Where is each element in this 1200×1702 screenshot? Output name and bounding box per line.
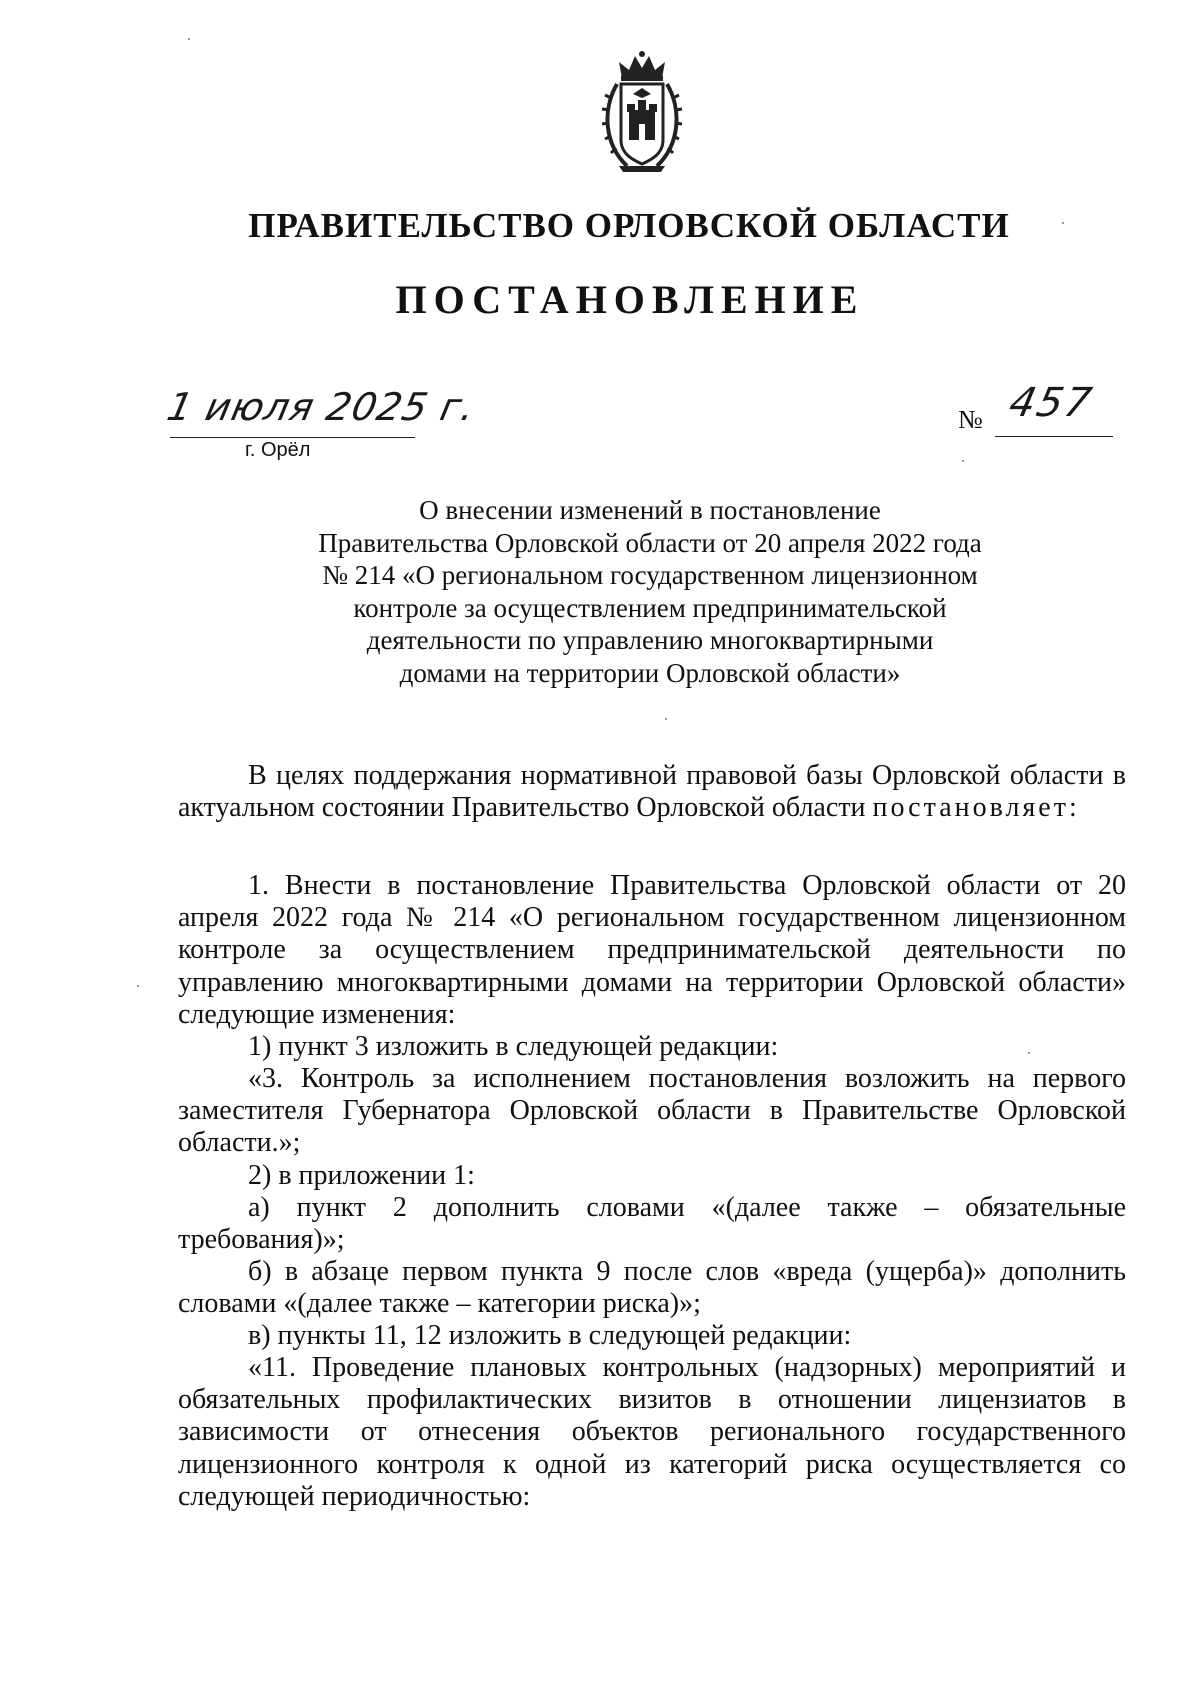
subject-line: Правительства Орловской области от 20 апреля 2022 года [318,527,982,558]
coat-of-arms-emblem [597,48,687,176]
subject-line: О внесении изменений в постановление [419,495,881,525]
item-1-block [178,870,1126,1031]
number-sign: № [958,405,983,434]
preamble-verb: постановляет [872,792,1069,824]
item-1-2-block [178,1160,1126,1192]
scan-speck [1028,1052,1030,1054]
city-label: г. Орёл [245,439,311,461]
document-subject [200,494,1100,689]
item-1-1-paragraph: 1) пункт 3 изложить в следующей редакции: [248,1031,779,1062]
item-1-1-text-paragraph: «3. Контроль за исполнением постановления возложить на первого заместителя Губернатора Орловской области в Правительстве Орловской области.»; [178,1063,1126,1159]
item-1-1-text-block [178,1063,1126,1160]
subject-line: деятельности по управлению многоквартирными [366,625,934,655]
scan-speck [962,460,964,462]
scan-speck [1062,222,1064,224]
preamble-paragraph [178,760,1126,824]
item-1-2a-block [178,1192,1126,1256]
preamble-text: В целях поддержания нормативной правовой базы Орловской области в актуальном состоянии Правительство Орловской области [178,760,1126,824]
item-1-2v-block [178,1320,1126,1352]
subject-line: домами на территории Орловской области» [399,657,901,688]
scan-speck [137,985,139,987]
handwritten-number: 457 [1005,380,1098,426]
item-1-2b-paragraph: б) в абзаце первом пункта 9 после слов «вреда (ущерба)» дополнить словами «(далее также – категории риска)»; [178,1256,1126,1320]
item-11-block [178,1352,1126,1513]
preamble-block [178,760,1126,824]
preamble-colon: : [1068,792,1077,824]
number-underline [995,436,1113,437]
item-1-2a-paragraph: а) пункт 2 дополнить словами «(далее также – обязательные требования)»; [178,1192,1126,1256]
document-type-title: ПОСТАНОВЛЕНИЕ [395,277,865,322]
item-1-paragraph: 1. Внести в постановление Правительства Орловской области от 20 апреля 2022 года № 214 «О региональном государственном лицензионном контроле за осуществлением предпринимательской деятельности по управлению многоквартирными домами на территории Орловской области» следующие изменения: [178,870,1126,1030]
scan-speck [188,38,190,40]
item-1-2-paragraph: 2) в приложении 1: [248,1160,475,1191]
item-1-1-block [178,1031,1126,1063]
item-1-2b-block [178,1256,1126,1320]
handwritten-date: 1 июля 2025 г. [163,385,480,429]
organization-title: ПРАВИТЕЛЬСТВО ОРЛОВСКОЙ ОБЛАСТИ [248,206,1010,245]
subject-line: контроле за осуществлением предпринимательской [353,592,947,623]
date-underline [170,437,415,438]
item-11-paragraph: «11. Проведение плановых контрольных (надзорных) мероприятий и обязательных профилактических визитов в отношении лицензиатов в зависимости от отнесения объектов регионального государственного лицензионного контроля к одной из категорий риска осуществляется со следующей периодичностью: [178,1352,1126,1512]
item-1-2v-paragraph: в) пункты 11, 12 изложить в следующей редакции: [248,1320,852,1351]
scan-speck [665,718,667,720]
subject-line: № 214 «О региональном государственном лицензионном [322,560,978,590]
